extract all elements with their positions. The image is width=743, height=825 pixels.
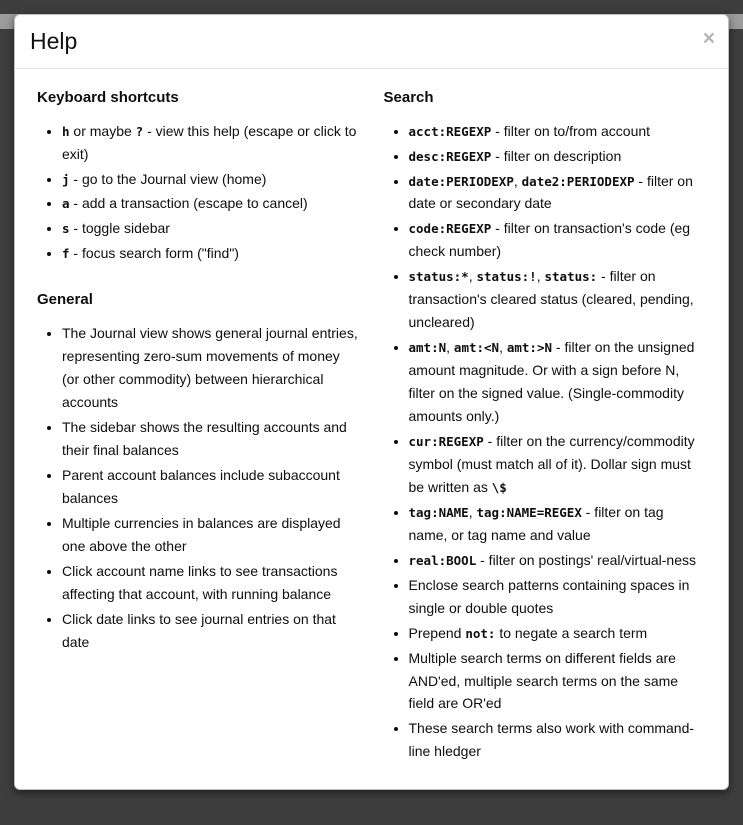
code-segment: j: [62, 171, 70, 187]
list-item: [409, 120, 707, 143]
list-item: [409, 430, 707, 499]
code-segment: a: [62, 196, 70, 212]
text-segment: or maybe: [69, 122, 136, 139]
general-list: [37, 322, 360, 653]
list-item: [62, 560, 360, 606]
list-item: [62, 608, 360, 654]
list-item: [62, 322, 360, 414]
modal-title: Help: [30, 28, 78, 54]
code-segment: ?: [135, 123, 144, 139]
text-segment: - focus search form ("find"): [69, 245, 239, 262]
text-segment: to negate a search term: [495, 624, 648, 641]
code-segment: date:PERIODEXP: [408, 173, 514, 189]
modal-body: [15, 69, 728, 790]
text-segment: Parent account balances include subaccount balances: [62, 467, 340, 506]
code-segment: status:*: [408, 269, 469, 285]
code-segment: real:BOOL: [408, 552, 477, 568]
code-segment: status:!: [476, 269, 537, 285]
list-item: [409, 336, 707, 428]
code-segment: tag:NAME=REGEX: [476, 504, 582, 520]
text-segment: - filter on transaction's cleared status (cleared, pending, uncleared): [408, 268, 694, 331]
text-segment: - filter on the unsigned amount magnitude. Or with a sign before N, filter on the signed value. (Single-commodity amounts only.): [408, 339, 695, 425]
text-segment: - filter on to/from account: [491, 122, 651, 139]
help-modal: [14, 14, 729, 790]
code-segment: amt:N: [408, 340, 447, 356]
text-segment: - filter on postings' real/virtual-ness: [476, 551, 696, 568]
modal-header: [15, 15, 728, 69]
left-column: [25, 87, 372, 766]
text-segment: Click date links to see journal entries on that date: [62, 610, 336, 650]
code-segment: desc:REGEXP: [408, 148, 492, 164]
list-item: [62, 512, 360, 558]
text-segment: The Journal view shows general journal entries, representing zero-sum movements of money (or other commodity) between hierarchical accounts: [62, 325, 358, 411]
text-segment: ,: [468, 268, 477, 285]
code-segment: amt:<N: [453, 340, 500, 356]
text-segment: Multiple search terms on different fields are AND'ed, multiple search terms on the same field are OR'ed: [408, 649, 679, 712]
list-item: [409, 574, 707, 620]
code-segment: \$: [491, 479, 507, 495]
list-item: [409, 217, 707, 263]
text-segment: - filter on tag name, or tag name and value: [408, 503, 664, 543]
close-button[interactable]: [703, 28, 715, 49]
keyboard-shortcuts-list: [37, 120, 360, 266]
code-segment: not:: [465, 625, 496, 641]
section-heading-general: General: [37, 291, 93, 309]
list-item: [62, 217, 360, 240]
text-segment: Enclose search patterns containing spaces in single or double quotes: [408, 576, 690, 616]
right-column: [372, 87, 719, 766]
list-item: [62, 242, 360, 265]
list-item: [62, 120, 360, 166]
text-segment: These search terms also work with command-line hledger: [408, 720, 695, 760]
code-segment: s: [62, 221, 70, 237]
list-item: [409, 717, 707, 763]
list-item: [62, 416, 360, 462]
text-segment: ,: [468, 503, 477, 520]
text-segment: Prepend: [408, 624, 466, 641]
code-segment: acct:REGEXP: [408, 123, 492, 139]
text-segment: - filter on description: [491, 147, 622, 164]
section-heading-keyboard-shortcuts: Keyboard shortcuts: [37, 88, 179, 106]
text-segment: - filter on date or secondary date: [408, 172, 693, 212]
text-segment: - view this help (escape or click to exit): [62, 122, 357, 162]
text-segment: Click account name links to see transactions affecting that account, with running balance: [62, 562, 338, 602]
code-segment: f: [62, 246, 70, 262]
list-item: [409, 145, 707, 168]
list-item: [409, 622, 707, 645]
code-segment: status:: [544, 269, 598, 285]
list-item: [409, 170, 707, 216]
list-item: [409, 501, 707, 547]
code-segment: cur:REGEXP: [408, 433, 484, 449]
text-segment: The sidebar shows the resulting accounts and their final balances: [62, 419, 347, 459]
text-segment: - filter on the currency/commodity symbol (must match all of it). Dollar sign must be written as: [408, 432, 695, 495]
text-segment: ,: [499, 339, 507, 356]
code-segment: amt:>N: [506, 340, 553, 356]
text-segment: ,: [536, 268, 545, 285]
code-segment: tag:NAME: [408, 504, 469, 520]
code-segment: h: [62, 123, 70, 139]
text-segment: ,: [446, 339, 454, 356]
list-item: [409, 265, 707, 334]
close-icon: ×: [702, 27, 715, 50]
list-item: [62, 192, 360, 215]
list-item: [62, 464, 360, 510]
code-segment: code:REGEXP: [408, 221, 492, 237]
text-segment: - toggle sidebar: [69, 220, 170, 237]
text-segment: - add a transaction (escape to cancel): [69, 195, 308, 212]
text-segment: - go to the Journal view (home): [69, 170, 267, 187]
text-segment: - filter on transaction's code (eg check number): [408, 220, 691, 260]
code-segment: date2:PERIODEXP: [521, 173, 635, 189]
section-heading-search: Search: [383, 88, 434, 106]
search-list: [384, 120, 707, 764]
text-segment: ,: [513, 172, 522, 189]
text-segment: Multiple currencies in balances are displayed one above the other: [62, 514, 341, 554]
list-item: [409, 549, 707, 572]
list-item: [409, 647, 707, 716]
list-item: [62, 168, 360, 191]
